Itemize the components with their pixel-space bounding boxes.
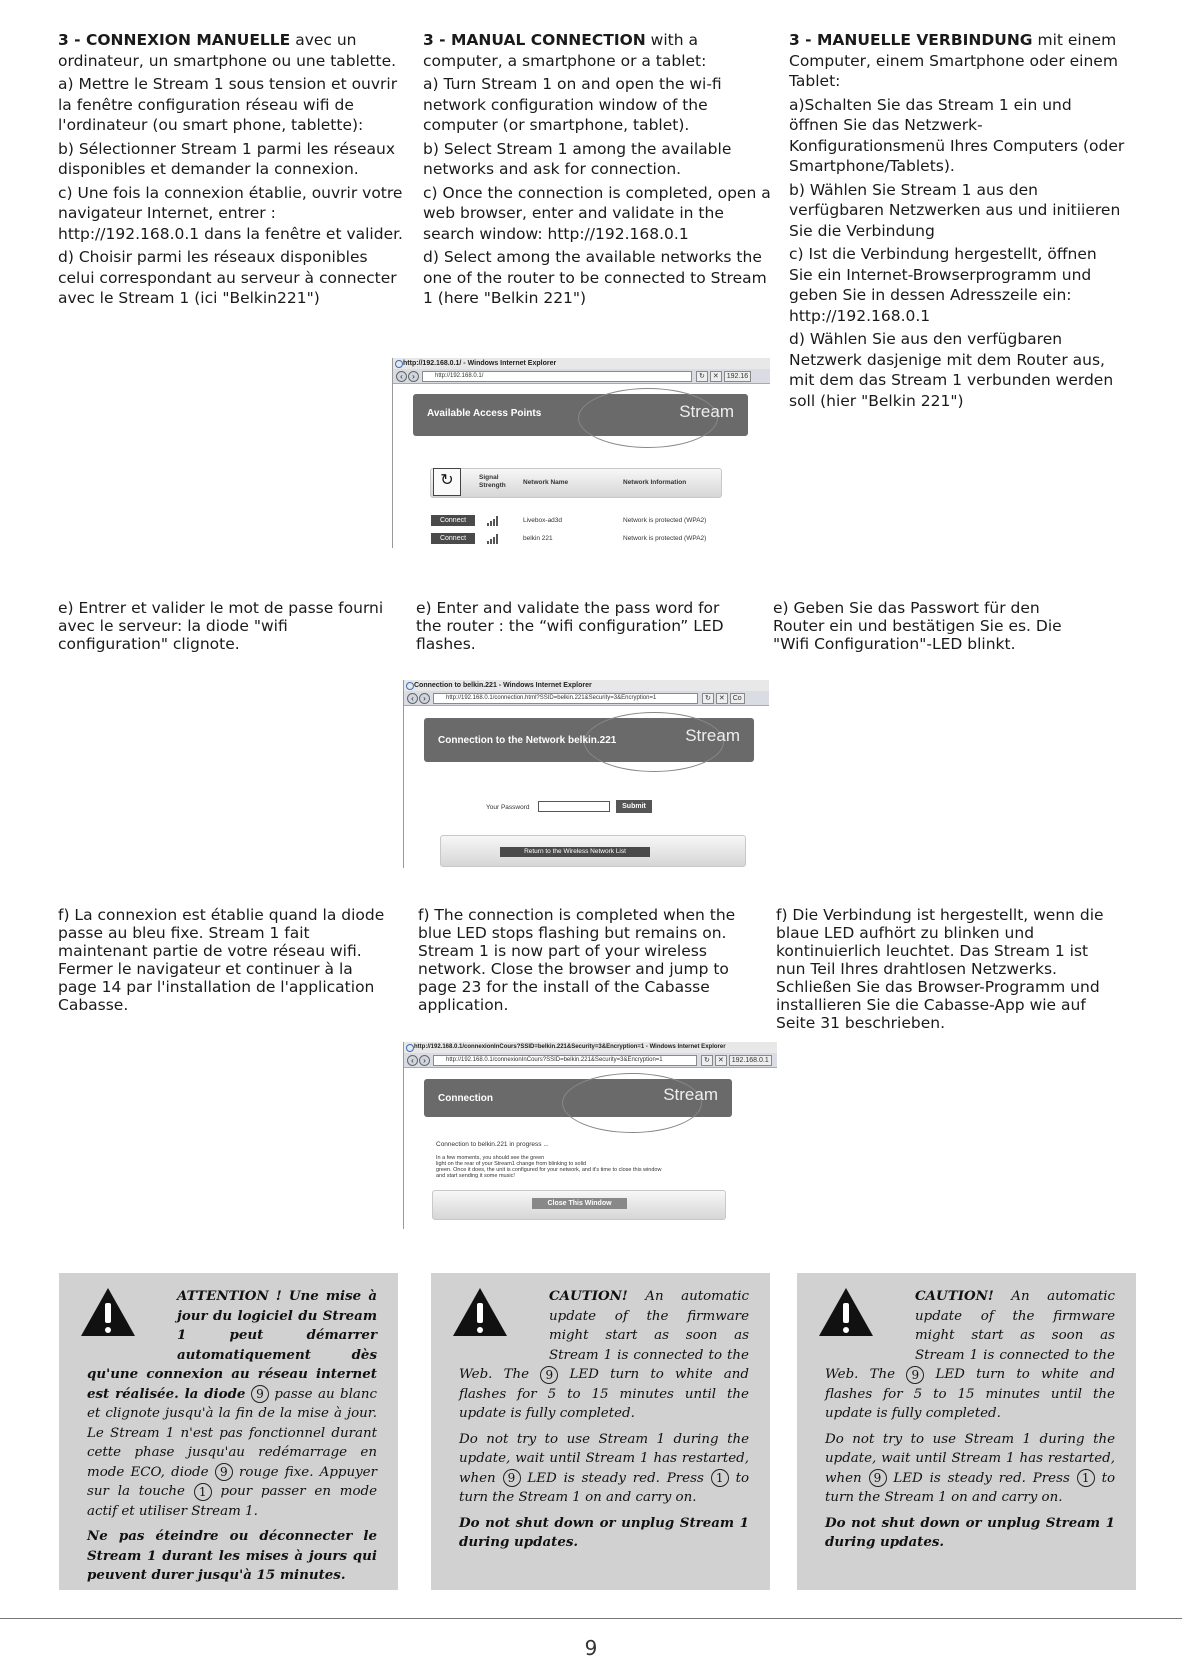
address-buttons <box>701 1055 774 1066</box>
brand-logo: Stream <box>685 726 740 745</box>
connect-button[interactable]: Connect <box>431 515 475 526</box>
network-info: Network is protected (WPA2) <box>623 535 707 542</box>
url-input[interactable]: http://192.168.0.1/connexionInCours?SSID=belkin.221&Security=3&Encryption=1 <box>433 1055 697 1066</box>
led-9-icon: 9 <box>869 1469 887 1487</box>
led-9-icon: 9 <box>540 1366 558 1384</box>
message-line: light on the rear of your Stream1 change from blinking to solid <box>436 1161 587 1167</box>
brand-logo: Stream <box>679 402 734 421</box>
back-icon[interactable]: ‹ <box>407 693 418 704</box>
url-input[interactable]: http://192.168.0.1/connection.html?SSID=belkin.221&Security=3&Encryption=1 <box>433 693 698 704</box>
browser-title: http://192.168.0.1/connexionInCours?SSID=belkin.221&Security=3&Encryption=1 - Windows Internet Explorer <box>404 1042 777 1053</box>
address-buttons <box>702 693 747 704</box>
network-info: Network is protected (WPA2) <box>623 517 707 524</box>
led-9-icon: 9 <box>906 1366 924 1384</box>
step-b-fr: b) Sélectionner Stream 1 parmi les réseaux disponibles et demander la connexion. <box>58 139 395 178</box>
warning-text-fr: ATTENTION ! Une mise à jour du logiciel du Stream 1 peut démarrer automatiquement dès qu'une connexion au réseau internet est réalisée. la diode 9 passe au blanc et clignote jusqu'à la fin de la mise à jour. Le Stream 1 n'est pas fonctionnel durant cette phase jusqu'au redémarrage en mode ECO, diode 9 rouge fixe. Appuyer sur la touche 1 pour passer en mode actif et utiliser Stream 1. Ne pas éteindre ou déconnecter le Stream 1 durant les mises à jours qui peuvent durer jusqu'à 15 minutes. <box>87 1288 378 1583</box>
browser-title: Connection to belkin.221 - Windows Internet Explorer <box>404 680 769 691</box>
forward-icon[interactable]: › <box>408 371 419 382</box>
message-line: In a few moments, you should see the green <box>436 1155 545 1161</box>
step-f-en: f) The connection is completed when the blue LED stops flashing but remains on. Stream 1 is now part of your wireless network. Close the browser and jump to page 23 for the install of the Cabasse application. <box>418 906 736 1014</box>
tab-label[interactable]: Co <box>730 693 745 704</box>
refresh-icon[interactable]: ↻ <box>701 1055 713 1066</box>
stop-icon[interactable]: ✕ <box>710 371 722 382</box>
step-d-de: d) Wählen Sie aus den verfügbaren Netzwerk dasjenige mit dem Router aus, mit dem das Stream 1 verbunden werden soll (hier "Belkin 221") <box>789 330 1114 410</box>
address-bar <box>404 1053 777 1068</box>
refresh-icon[interactable]: ↻ <box>702 693 714 704</box>
col-network-name: Network Name <box>523 479 569 486</box>
step-d-en: d) Select among the available networks the one of the router to be connected to Stream 1 (here "Belkin 221") <box>423 248 767 307</box>
step-d-fr: d) Choisir parmi les réseaux disponibles celui correspondant au serveur à connecter avec le Stream 1 (ici "Belkin221") <box>58 248 397 307</box>
step-e-de: e) Geben Sie das Passwort für den Router ein und bestätigen Sie es. Die "Wifi Configuration"-LED blinkt. <box>773 599 1062 653</box>
signal-icon <box>487 516 499 526</box>
heading-en: 3 - MANUAL CONNECTION <box>423 31 646 49</box>
step-a-en: a) Turn Stream 1 on and open the wi-fi network configuration window of the computer (or smartphone, tablet). <box>423 75 722 134</box>
step-e-fr: e) Entrer et valider le mot de passe fourni avec le serveur: la diode "wifi configuration" clignote. <box>58 599 384 653</box>
back-icon[interactable]: ‹ <box>396 371 407 382</box>
screenshot-access-points <box>392 358 770 548</box>
warning-box-en <box>431 1273 770 1590</box>
col-network-info: Network Information <box>623 479 687 486</box>
led-9-icon: 9 <box>251 1385 269 1403</box>
stop-icon[interactable]: ✕ <box>715 1055 727 1066</box>
network-name: belkin 221 <box>523 535 553 542</box>
power-key-icon: 1 <box>194 1483 212 1501</box>
step-c-fr: c) Une fois la connexion établie, ouvrir votre navigateur Internet, entrer : http://192.168.0.1 dans la fenêtre et valider. <box>58 183 403 243</box>
screenshot-connection <box>403 1042 777 1229</box>
signal-icon <box>487 534 499 544</box>
refresh-networks-icon[interactable]: ↻ <box>433 468 461 496</box>
address-bar <box>404 691 769 706</box>
step-a-fr: a) Mettre le Stream 1 sous tension et ouvrir la fenêtre configuration réseau wifi de l'ordinateur (ou smart phone, tablette): <box>58 75 398 134</box>
network-name: Livebox-ad3d <box>523 517 563 524</box>
address-buttons <box>696 371 753 382</box>
page-number: 9 <box>584 1636 598 1656</box>
footer-divider <box>0 1618 1182 1619</box>
banner <box>413 394 748 436</box>
led-9-icon: 9 <box>503 1469 521 1487</box>
step-e-en: e) Enter and validate the pass word for the router : the “wifi configuration” LED flashes. <box>416 599 724 653</box>
power-key-icon: 1 <box>711 1469 729 1487</box>
col-signal: Signal Strength <box>479 474 506 489</box>
browser-title: http://192.168.0.1/ - Windows Internet Explorer <box>393 358 770 369</box>
step-f-fr: f) La connexion est établie quand la diode passe au bleu fixe. Stream 1 fait maintenant partie de votre réseau wifi. Fermer le navigateur et continuer à la page 14 par l'installation de l'application Cabasse. <box>58 906 385 1014</box>
banner-title: Connection <box>438 1093 493 1104</box>
warning-box-fr <box>59 1273 398 1590</box>
tab-label[interactable]: 192.168.0.1 <box>729 1055 772 1066</box>
password-input[interactable] <box>538 801 610 812</box>
section-de: 3 - MANUELLE VERBINDUNG mit einem Computer, einem Smartphone oder einem Tablet: a)Schalten Sie das Stream 1 ein und öffnen Sie das Netzwerk-Konfigurationsmenü Ihres Computers (oder Smartphone/Tablets). b) Wählen Sie Stream 1 aus den verfügbaren Netzwerken aus und initiieren Sie die Verbindung c) Ist die Verbindung hergestellt, öffnen Sie ein Internet-Browserprogramm und geben Sie in dessen Adresszeile ein: http://192.168.0.1 d) Wählen Sie aus den verfügbaren Netzwerk dasjenige mit dem Router aus, mit dem das Stream 1 verbunden werden soll (hier "Belkin 221") <box>789 31 1125 410</box>
password-label: Your Password <box>486 804 530 811</box>
heading-fr: 3 - CONNEXION MANUELLE <box>58 31 291 49</box>
stop-icon[interactable]: ✕ <box>716 693 728 704</box>
banner-title: Available Access Points <box>427 408 542 419</box>
step-c-de: c) Ist die Verbindung hergestellt, öffnen Sie ein Internet-Browserprogramm und geben Sie in dessen Adresszeile ein: http://192.168.0.1 <box>789 245 1097 325</box>
power-key-icon: 1 <box>1077 1469 1095 1487</box>
connect-button[interactable]: Connect <box>431 533 475 544</box>
heading-de: 3 - MANUELLE VERBINDUNG <box>789 31 1033 49</box>
led-9-icon: 9 <box>215 1463 233 1481</box>
warning-text-en: CAUTION! An automatic update of the firmware might start as soon as Stream 1 is connected to the Web. The 9 LED turn to white and flashes for 5 to 15 minutes until the update is fully completed. Do not try to use Stream 1 during the update, wait until Stream 1 has restarted, when 9 LED is steady red. Press 1 to turn the Stream 1 on and carry on. Do not shut down or unplug Stream 1 during updates. <box>459 1288 750 1550</box>
back-icon[interactable]: ‹ <box>407 1055 418 1066</box>
screenshot-password <box>403 680 769 868</box>
step-b-de: b) Wählen Sie Stream 1 aus den verfügbaren Netzwerken aus und initiieren Sie die Verbindung <box>789 180 1121 240</box>
section-fr: 3 - CONNEXION MANUELLE avec un ordinateur, un smartphone ou une tablette. a) Mettre le Stream 1 sous tension et ouvrir la fenêtre configuration réseau wifi de l'ordinateur (ou smart phone, tablette): b) Sélectionner Stream 1 parmi les réseaux disponibles et demander la connexion. c) Une fois la connexion établie, ouvrir votre navigateur Internet, entrer : http://192.168.0.1 dans la fenêtre et valider. d) Choisir parmi les réseaux disponibles celui correspondant au serveur à connecter avec le Stream 1 (ici "Belkin221") <box>58 30 408 312</box>
step-a-de: a)Schalten Sie das Stream 1 ein und öffnen Sie das Netzwerk-Konfigurationsmenü Ihres Computers (oder Smartphone/Tablets). <box>789 95 1125 175</box>
progress-text: Connection to belkin.221 in progress ... <box>436 1141 549 1148</box>
step-c-en: c) Once the connection is completed, open a web browser, enter and validate in the search window: http://192.168.0.1 <box>423 183 771 243</box>
banner-title: Connection to the Network belkin.221 <box>438 735 617 746</box>
message-line: and start sending it some music! <box>436 1173 515 1179</box>
address-bar <box>393 369 770 384</box>
tab-label[interactable]: 192.16 <box>724 371 751 382</box>
banner <box>424 1079 732 1117</box>
return-button[interactable]: Return to the Wireless Network List <box>500 847 650 857</box>
close-window-button[interactable]: Close This Window <box>532 1198 627 1209</box>
forward-icon[interactable]: › <box>419 1055 430 1066</box>
brand-logo: Stream <box>663 1085 718 1104</box>
section-en: 3 - MANUAL CONNECTION with a computer, a smartphone or a tablet: a) Turn Stream 1 on and open the wi-fi network configuration window of the computer (or smartphone, tablet). b) Select Stream 1 among the available networks and ask for connection. c) Once the connection is completed, open a web browser, enter and validate in the search window: http://192.168.0.1 d) Select among the available networks the one of the router to be connected to Stream 1 (here "Belkin 221") <box>423 30 775 312</box>
step-f-de: f) Die Verbindung ist hergestellt, wenn die blaue LED aufhört zu blinken und kontinuierlich leuchtet. Das Stream 1 ist nun Teil Ihres drahtlosen Netzwerks. Schließen Sie das Browser-Programm und installieren Sie die Cabasse-App wie auf Seite 31 beschrieben. <box>776 906 1104 1032</box>
banner <box>424 718 754 762</box>
step-b-en: b) Select Stream 1 among the available networks and ask for connection. <box>423 139 732 178</box>
forward-icon[interactable]: › <box>419 693 430 704</box>
message-line: green. Once it does, the unit is configured for your network, and it's time to close this window <box>436 1167 662 1173</box>
refresh-icon[interactable]: ↻ <box>696 371 708 382</box>
warning-box-de <box>797 1273 1136 1590</box>
warning-text-de: CAUTION! An automatic update of the firmware might start as soon as Stream 1 is connected to the Web. The 9 LED turn to white and flashes for 5 to 15 minutes until the update is fully completed. Do not try to use Stream 1 during the update, wait until Stream 1 has restarted, when 9 LED is steady red. Press 1 to turn the Stream 1 on and carry on. Do not shut down or unplug Stream 1 during updates. <box>825 1288 1116 1550</box>
url-input[interactable]: http://192.168.0.1/ <box>422 371 692 382</box>
submit-button[interactable]: Submit <box>616 800 652 813</box>
